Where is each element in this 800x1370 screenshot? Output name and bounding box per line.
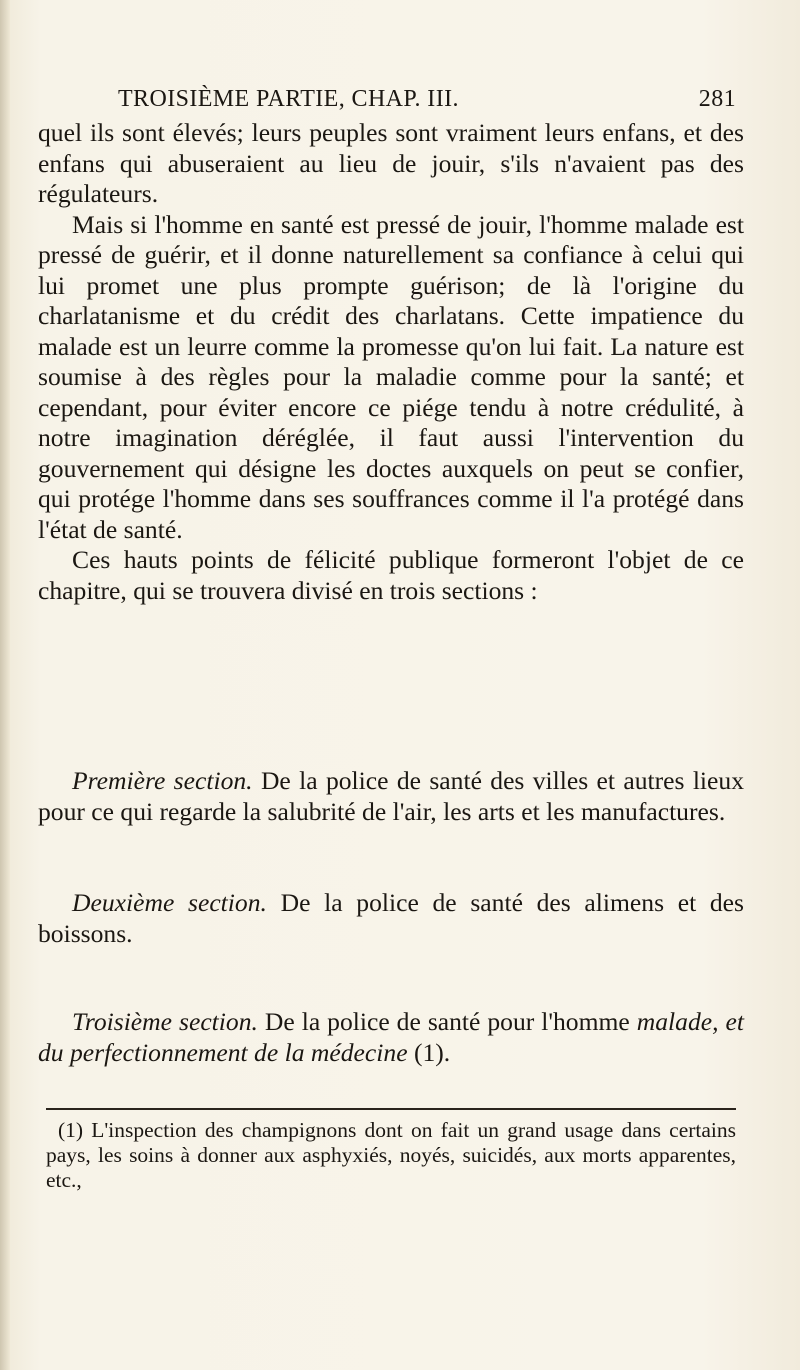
running-title: TROISIÈME PARTIE, CHAP. III. — [118, 86, 459, 112]
section-entry-first — [38, 766, 744, 827]
paragraph-charlatanism: Mais si l'homme en santé est pressé de jouir, l'homme malade est pressé de guérir, et il donne naturellement sa confiance à celui qui lui promet une plus prompte guérison; de là l'origine du charlatanisme et du crédit des charlatans. Cette impatience du malade est un leurre comme la promesse qu'on lui fait. La nature est soumise à des règles pour la maladie comme pour la santé; et cependant, pour éviter encore ce piége tendu à notre crédulité, à notre imagination déréglée, il faut aussi l'intervention du gouvernement qui désigne les doctes auxquels on peut se confier, qui protége l'homme dans ses souffrances comme il l'a protégé dans l'état de santé. — [38, 209, 744, 544]
main-text — [38, 118, 744, 606]
section-text-first: De la police de santé des villes et autres lieux pour ce qui regarde la salubrité de l'air, les arts et les manufactures. — [38, 766, 745, 826]
paragraph-chapter-plan: Ces hauts points de félicité publique formeront l'objet de ce chapitre, qui se trouvera divisé en trois sections : — [38, 545, 744, 605]
section-entry-second — [38, 888, 744, 949]
section-title-third: Troisième section. — [72, 1007, 258, 1036]
section-title-second: Deuxième section. — [72, 888, 267, 917]
footnote-reference: (1). — [413, 1037, 451, 1067]
running-header — [118, 86, 736, 116]
footnote-text: (1) L'inspection des champignons dont on fait un grand usage dans certains pays, les soins à donner aux asphyxiés, noyés, suicidés, aux morts apparentes, etc., — [46, 1118, 736, 1192]
page-binding-edge — [0, 0, 10, 1370]
section-entry-third — [38, 1007, 744, 1068]
page-number: 281 — [698, 86, 736, 112]
section-title-first: Première section. — [72, 766, 253, 795]
footnote — [46, 1118, 736, 1193]
section-text-third-b: malade, et du perfectionnement de la médecine — [38, 1007, 744, 1067]
paragraph-continued: quel ils sont élevés; leurs peuples sont vraiment leurs enfans, et des enfans qui abuseraient au lieu de jouir, s'ils n'avaient pas des régulateurs. — [38, 118, 744, 208]
section-text-third-a: De la police de santé pour l'homme — [264, 1007, 630, 1036]
section-text-second: De la police de santé des alimens et des boissons. — [38, 888, 744, 948]
footnote-rule — [46, 1108, 736, 1110]
